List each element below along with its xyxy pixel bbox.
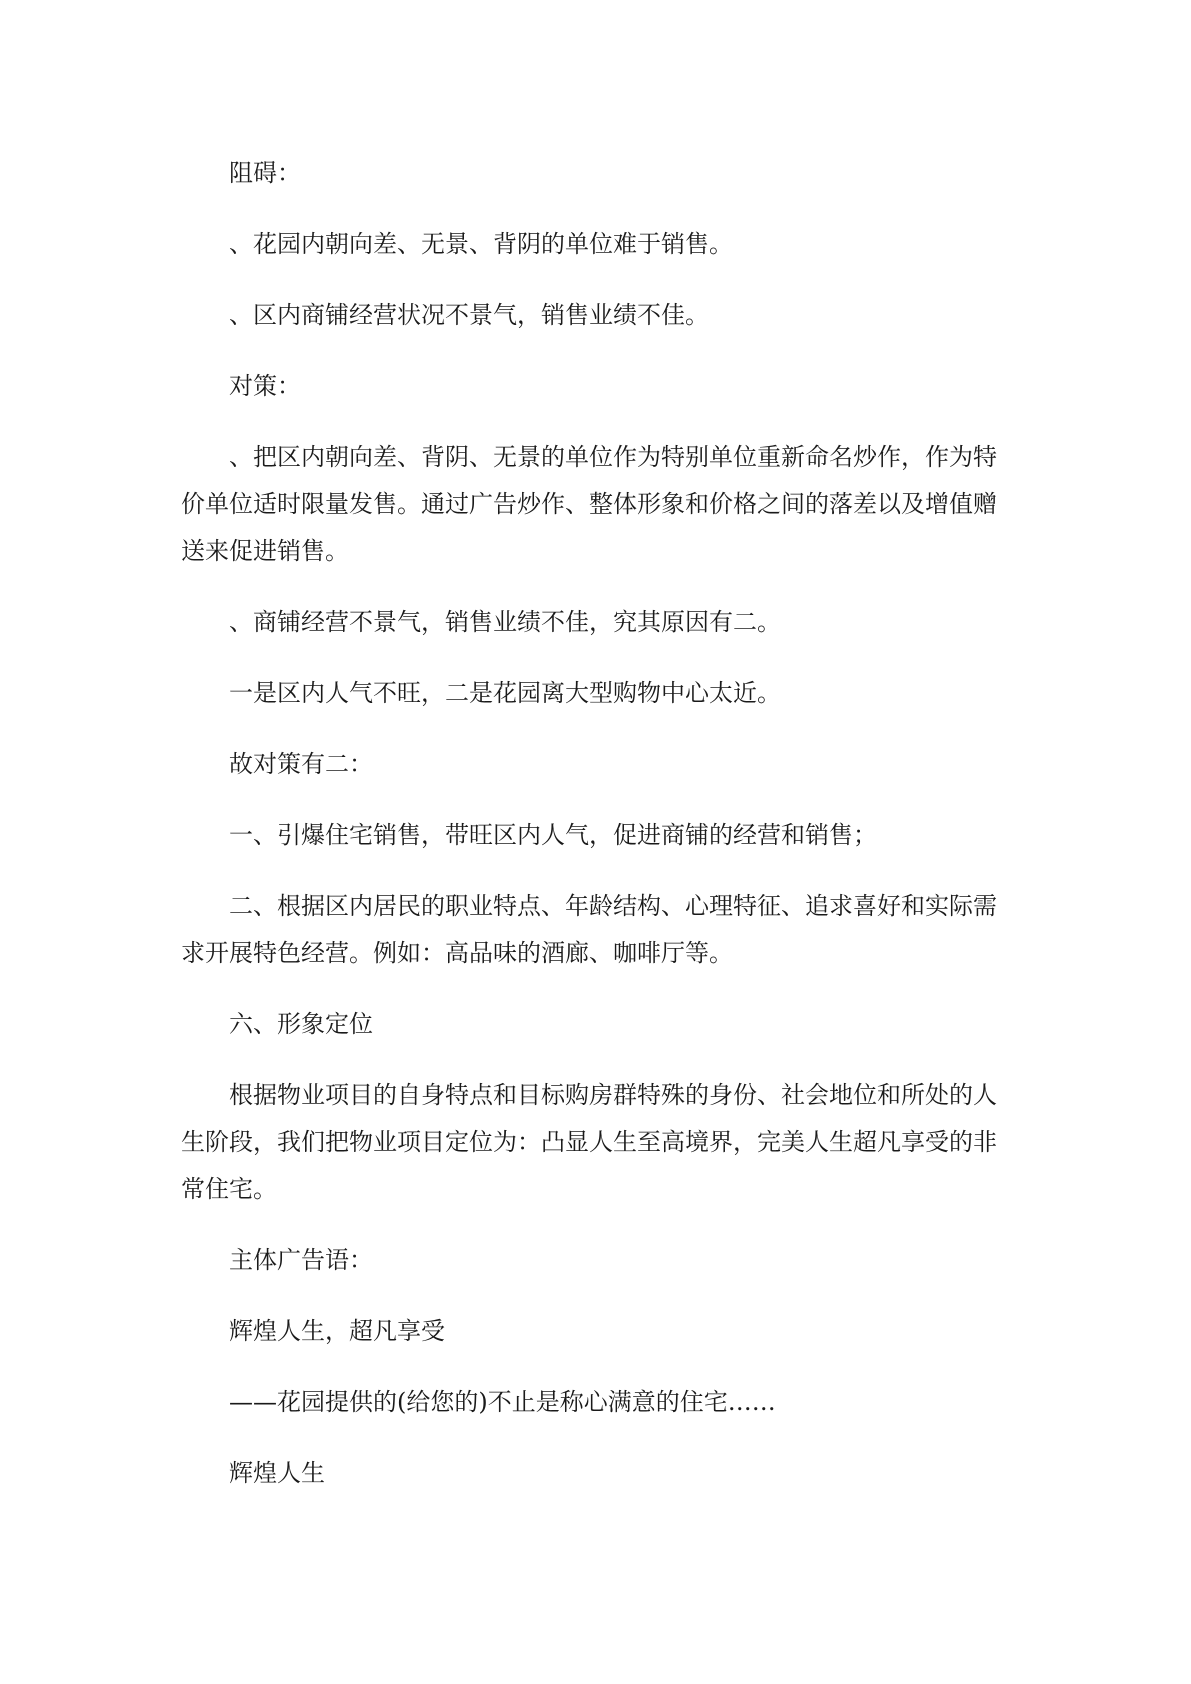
paragraph-countermeasure-1: 、把区内朝向差、背阴、无景的单位作为特别单位重新命名炒作，作为特价单位适时限量发售。通过广告炒作、整体形象和价格之间的落差以及增值赠送来促进销售。 [181, 443, 997, 565]
paragraph-slogan-subline: ——花园提供的(给您的)不止是称心满意的住宅…… [229, 1388, 776, 1416]
paragraph-countermeasure-b: 二、根据区内居民的职业特点、年龄结构、心理特征、追求喜好和实际需求开展特色经营。例如：高品味的酒廊、咖啡厅等。 [181, 892, 997, 967]
paragraph-two-countermeasures-heading: 故对策有二： [229, 750, 373, 778]
paragraph-obstacle-2: 、区内商铺经营状况不景气，销售业绩不佳。 [229, 301, 709, 329]
paragraph-obstacles-heading: 阻碍： [229, 159, 301, 187]
paragraph-countermeasure-a: 一、引爆住宅销售，带旺区内人气，促进商铺的经营和销售； [229, 821, 877, 849]
paragraph-countermeasures-heading: 对策： [229, 372, 301, 400]
paragraph-section-image-positioning: 六、形象定位 [229, 1010, 373, 1038]
paragraph-reasons: 一是区内人气不旺，二是花园离大型购物中心太近。 [229, 679, 781, 707]
paragraph-obstacle-1: 、花园内朝向差、无景、背阴的单位难于销售。 [229, 230, 733, 258]
paragraph-glorious-life: 辉煌人生 [229, 1459, 325, 1487]
document-body [181, 150, 1011, 1497]
paragraph-positioning-text: 根据物业项目的自身特点和目标购房群特殊的身份、社会地位和所处的人生阶段，我们把物业项目定位为：凸显人生至高境界，完美人生超凡享受的非常住宅。 [181, 1081, 997, 1203]
paragraph-countermeasure-2: 、商铺经营不景气，销售业绩不佳，究其原因有二。 [229, 608, 781, 636]
paragraph-slogan: 辉煌人生，超凡享受 [229, 1317, 445, 1345]
paragraph-slogan-heading: 主体广告语： [229, 1246, 373, 1274]
